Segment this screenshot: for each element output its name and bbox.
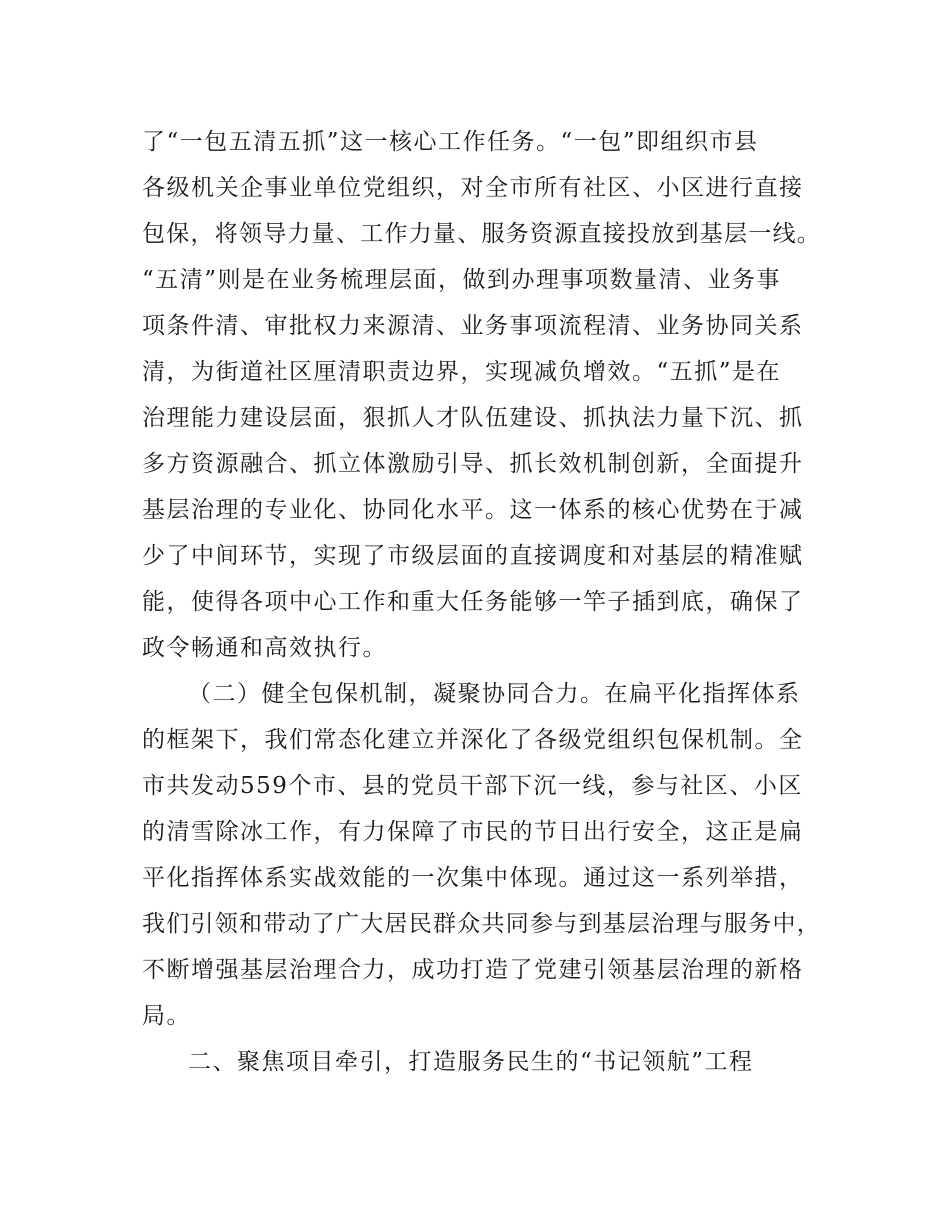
paragraph-1-line: 清，为街道社区厘清职责边界，实现减负增效。“五抓”是在 [142, 359, 782, 385]
paragraph-2-line: 平化指挥体系实战效能的一次集中体现。通过这一系列举措， [142, 865, 804, 891]
paragraph-1-line: 少了中间环节，实现了市级层面的直接调度和对基层的精准赋 [142, 543, 804, 569]
paragraph-1-line: “五清”则是在业务梳理层面，做到办理事项数量清、业务事 [142, 267, 782, 293]
paragraph-1-line: 基层治理的专业化、协同化水平。这一体系的核心优势在于减 [142, 497, 804, 523]
paragraph-2-line: 局。 [142, 1003, 191, 1029]
paragraph-1-line: 政令畅通和高效执行。 [142, 635, 387, 661]
paragraph-1-line: 项条件清、审批权力来源清、业务事项流程清、业务协同关系 [142, 313, 804, 339]
paragraph-1-line: 各级机关企事业单位党组织，对全市所有社区、小区进行直接 [142, 175, 804, 201]
paragraph-1-line: 治理能力建设层面，狠抓人才队伍建设、抓执法力量下沉、抓 [142, 405, 804, 431]
paragraph-2-line: 的清雪除冰工作，有力保障了市民的节日出行安全，这正是扁 [142, 819, 804, 845]
paragraph-1-line: 能，使得各项中心工作和重大任务能够一竿子插到底，确保了 [142, 589, 804, 615]
paragraph-2-line: 我们引领和带动了广大居民群众共同参与到基层治理与服务中， [142, 911, 821, 937]
paragraph-1-line: 了“一包五清五抓”这一核心工作任务。“一包”即组织市县 [142, 129, 759, 155]
section-heading: 二、聚焦项目牵引，打造服务民生的“书记领航”工程 [188, 1049, 754, 1075]
paragraph-2-line: 不断增强基层治理合力，成功打造了党建引领基层治理的新格 [142, 957, 804, 983]
paragraph-2-line: 市共发动559个市、县的党员干部下沉一线，参与社区、小区 [142, 773, 803, 799]
paragraph-2-line: （二）健全包保机制，凝聚协同合力。在扁平化指挥体系 [188, 681, 801, 707]
paragraph-1-line: 包保，将领导力量、工作力量、服务资源直接投放到基层一线。 [142, 221, 821, 247]
paragraph-2-line: 的框架下，我们常态化建立并深化了各级党组织包保机制。全 [142, 727, 804, 753]
paragraph-1-line: 多方资源融合、抓立体激励引导、抓长效机制创新，全面提升 [142, 451, 804, 477]
